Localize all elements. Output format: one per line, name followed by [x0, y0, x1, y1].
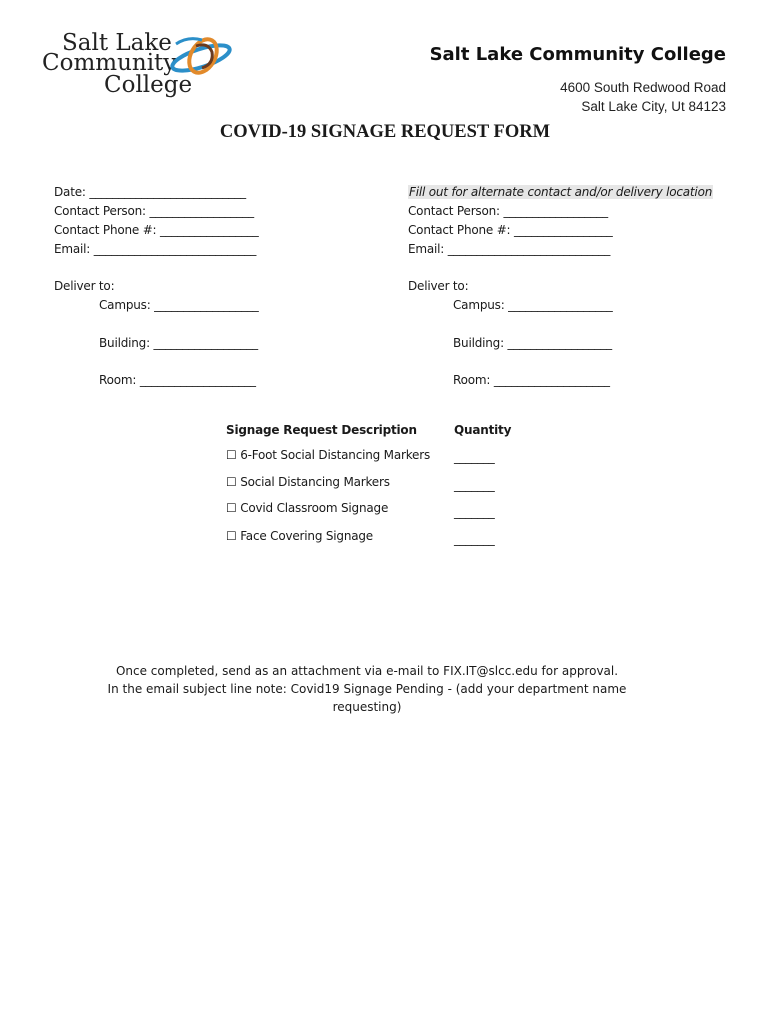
building-field[interactable]: Building: __________________ — [99, 336, 258, 350]
signage-item-label: Covid Classroom Signage — [240, 501, 389, 515]
address-city: Salt Lake City, Ut 84123 — [581, 99, 726, 114]
checkbox-icon[interactable]: ☐ — [226, 501, 237, 515]
signage-item-label: 6-Foot Social Distancing Markers — [240, 448, 431, 462]
alt-deliver-to-label: Deliver to: — [408, 279, 469, 293]
footer-instruction-line3: requesting) — [332, 700, 402, 714]
logo-emblem-icon — [168, 34, 234, 82]
room-field[interactable]: Room: ____________________ — [99, 373, 256, 387]
logo-text-line1: Salt Lake — [62, 30, 172, 56]
footer-instruction-line2: In the email subject line note: Covid19 Signage Pending - (add your department name — [107, 682, 627, 696]
alternate-contact-note — [408, 185, 713, 199]
contact-phone-field[interactable]: Contact Phone #: _________________ — [54, 223, 259, 237]
footer-instruction-line1: Once completed, send as an attachment via e-mail to FIX.IT@slcc.edu for approval. — [115, 664, 619, 678]
signage-item-row — [226, 501, 388, 515]
signage-description-header: Signage Request Description — [226, 423, 417, 437]
college-logo — [40, 30, 240, 106]
campus-field[interactable]: Campus: __________________ — [99, 298, 259, 312]
logo-text-line3: College — [104, 72, 193, 98]
address-street: 4600 South Redwood Road — [560, 80, 726, 95]
alt-contact-phone-field[interactable]: Contact Phone #: _________________ — [408, 223, 613, 237]
email-field[interactable]: Email: ____________________________ — [54, 242, 257, 256]
quantity-field[interactable]: _______ — [454, 450, 495, 464]
signage-item-label: Social Distancing Markers — [240, 475, 390, 489]
checkbox-icon[interactable]: ☐ — [226, 448, 237, 462]
alt-campus-field[interactable]: Campus: __________________ — [453, 298, 613, 312]
signage-item-row — [226, 448, 430, 462]
college-name: Salt Lake Community College — [429, 44, 726, 65]
alt-room-field[interactable]: Room: ____________________ — [453, 373, 610, 387]
quantity-header: Quantity — [454, 423, 512, 437]
contact-person-field[interactable]: Contact Person: __________________ — [54, 204, 254, 218]
alt-email-field[interactable]: Email: ____________________________ — [408, 242, 611, 256]
alt-contact-person-field[interactable]: Contact Person: __________________ — [408, 204, 608, 218]
signage-item-row — [226, 475, 390, 489]
checkbox-icon[interactable]: ☐ — [226, 475, 237, 489]
logo-text-line2: Community — [42, 50, 177, 76]
deliver-to-label: Deliver to: — [54, 279, 115, 293]
signage-item-row — [226, 529, 373, 543]
date-field[interactable]: Date: ___________________________ — [54, 185, 246, 199]
quantity-field[interactable]: _______ — [454, 532, 495, 546]
signage-item-label: Face Covering Signage — [240, 529, 373, 543]
quantity-field[interactable]: _______ — [454, 478, 495, 492]
quantity-field[interactable]: _______ — [454, 505, 495, 519]
alternate-contact-note-text: Fill out for alternate contact and/or delivery location — [409, 185, 713, 199]
checkbox-icon[interactable]: ☐ — [226, 529, 237, 543]
form-title: COVID-19 SIGNAGE REQUEST FORM — [219, 122, 551, 142]
alt-building-field[interactable]: Building: __________________ — [453, 336, 612, 350]
